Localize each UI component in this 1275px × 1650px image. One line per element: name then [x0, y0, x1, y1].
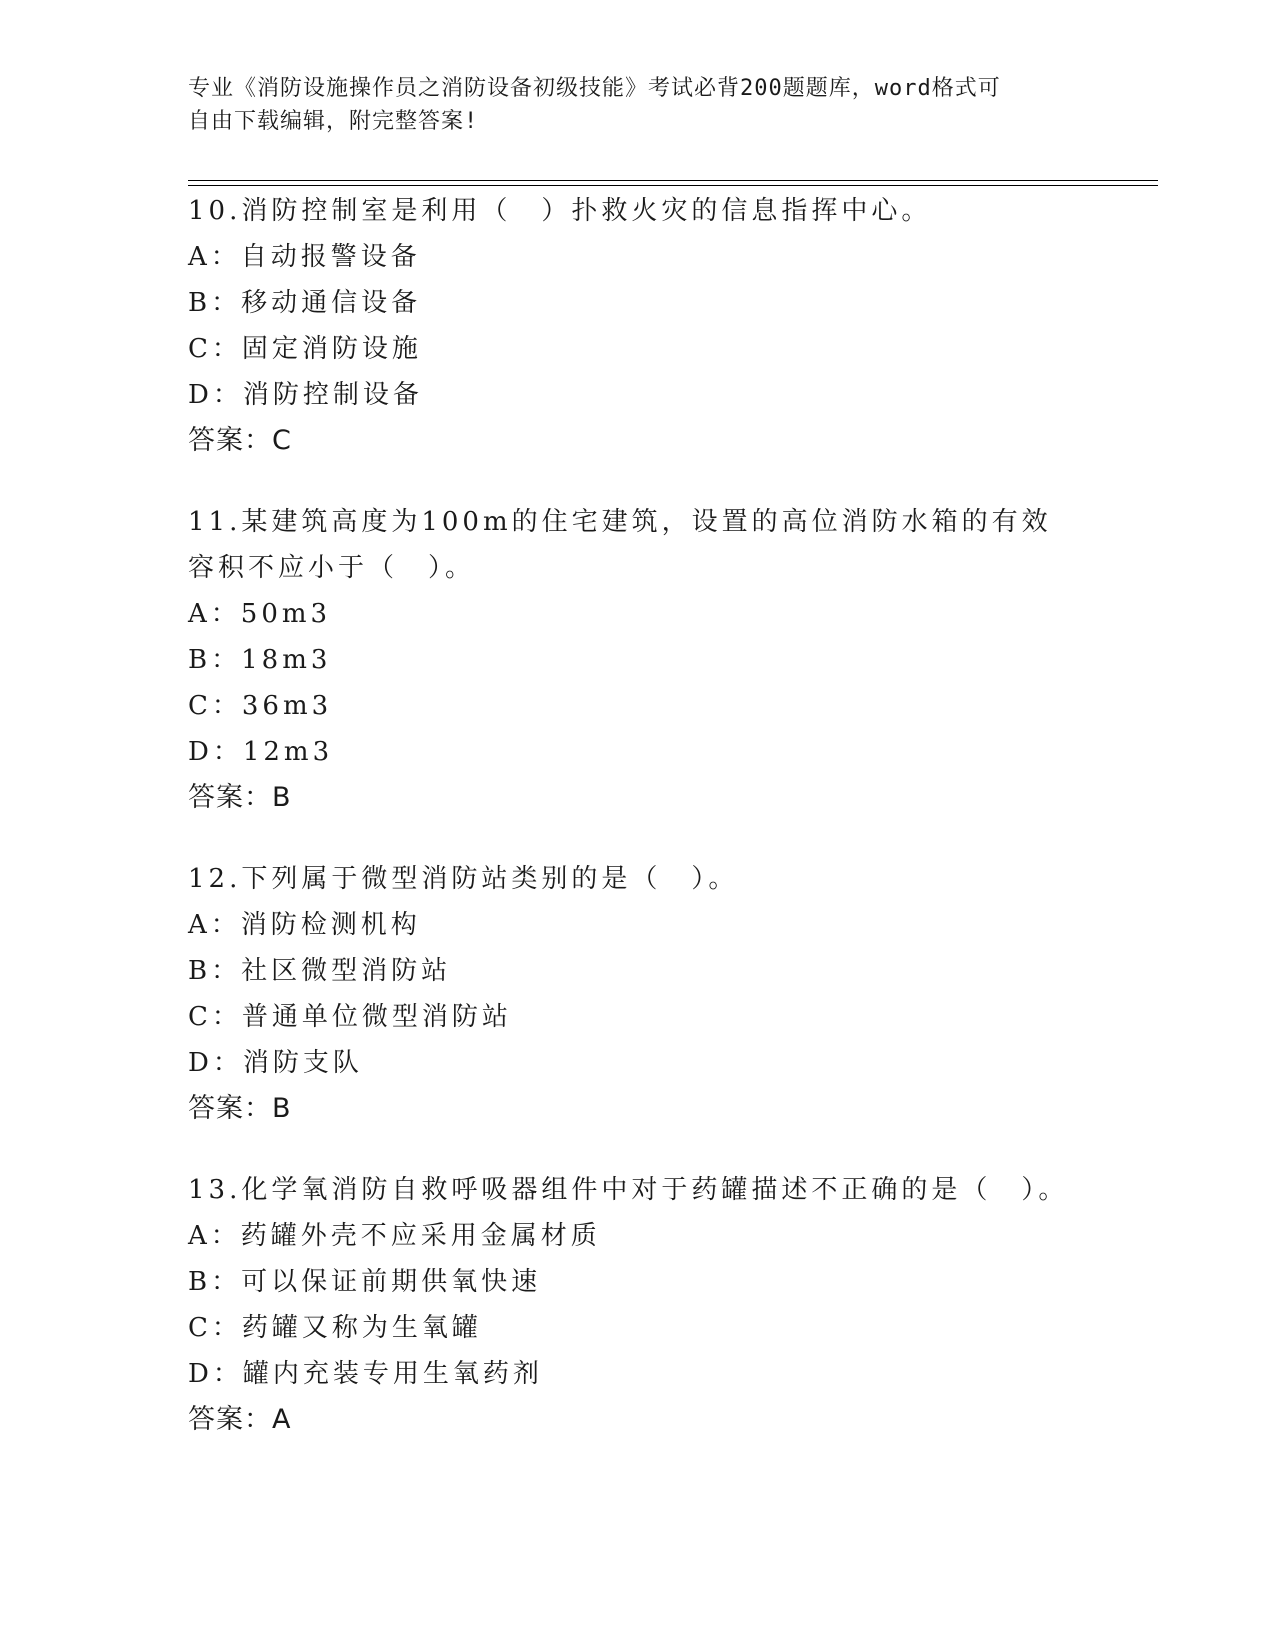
question-12 [188, 856, 1148, 1132]
question-13 [188, 1167, 1148, 1443]
answer-line: 答案：C [188, 425, 292, 456]
answer-line: 答案：A [188, 1404, 292, 1435]
option-d: D：消防支队 [188, 1048, 363, 1078]
answer-line: 答案：B [188, 1093, 292, 1124]
option-a: A：消防检测机构 [188, 910, 421, 940]
option-c: C：药罐又称为生氧罐 [188, 1313, 482, 1343]
header-line-2: 自由下载编辑，附完整答案! [188, 109, 479, 134]
option-d: D：罐内充装专用生氧药剂 [188, 1359, 543, 1389]
option-a: A：50m3 [188, 599, 332, 629]
header-divider-top [188, 180, 1158, 181]
document-header [188, 72, 1088, 138]
question-11 [188, 499, 1148, 821]
option-d: D：12m3 [188, 737, 334, 767]
question-stem: 13.化学氧消防自救呼吸器组件中对于药罐描述不正确的是（ ）。 [188, 1175, 1069, 1205]
question-stem: 10.消防控制室是利用（ ）扑救火灾的信息指挥中心。 [188, 196, 932, 226]
question-list [188, 188, 1148, 1478]
option-b: B：移动通信设备 [188, 288, 422, 318]
option-a: A：药罐外壳不应采用金属材质 [188, 1221, 601, 1251]
option-b: B：可以保证前期供氧快速 [188, 1267, 542, 1297]
question-stem: 12.下列属于微型消防站类别的是（ ）。 [188, 864, 739, 894]
option-c: C：普通单位微型消防站 [188, 1002, 512, 1032]
option-c: C：固定消防设施 [188, 334, 422, 364]
answer-line: 答案：B [188, 782, 292, 813]
option-a: A：自动报警设备 [188, 242, 421, 272]
option-b: B：社区微型消防站 [188, 956, 452, 986]
question-stem: 11.某建筑高度为100m的住宅建筑，设置的高位消防水箱的有效容积不应小于（ ）。 [188, 507, 1052, 583]
option-b: B：18m3 [188, 645, 332, 675]
question-10 [188, 188, 1148, 464]
option-d: D：消防控制设备 [188, 380, 423, 410]
header-divider-bottom [188, 185, 1158, 186]
header-line-1: 专业《消防设施操作员之消防设备初级技能》考试必背200题题库，word格式可 [188, 76, 1001, 101]
option-c: C：36m3 [188, 691, 333, 721]
